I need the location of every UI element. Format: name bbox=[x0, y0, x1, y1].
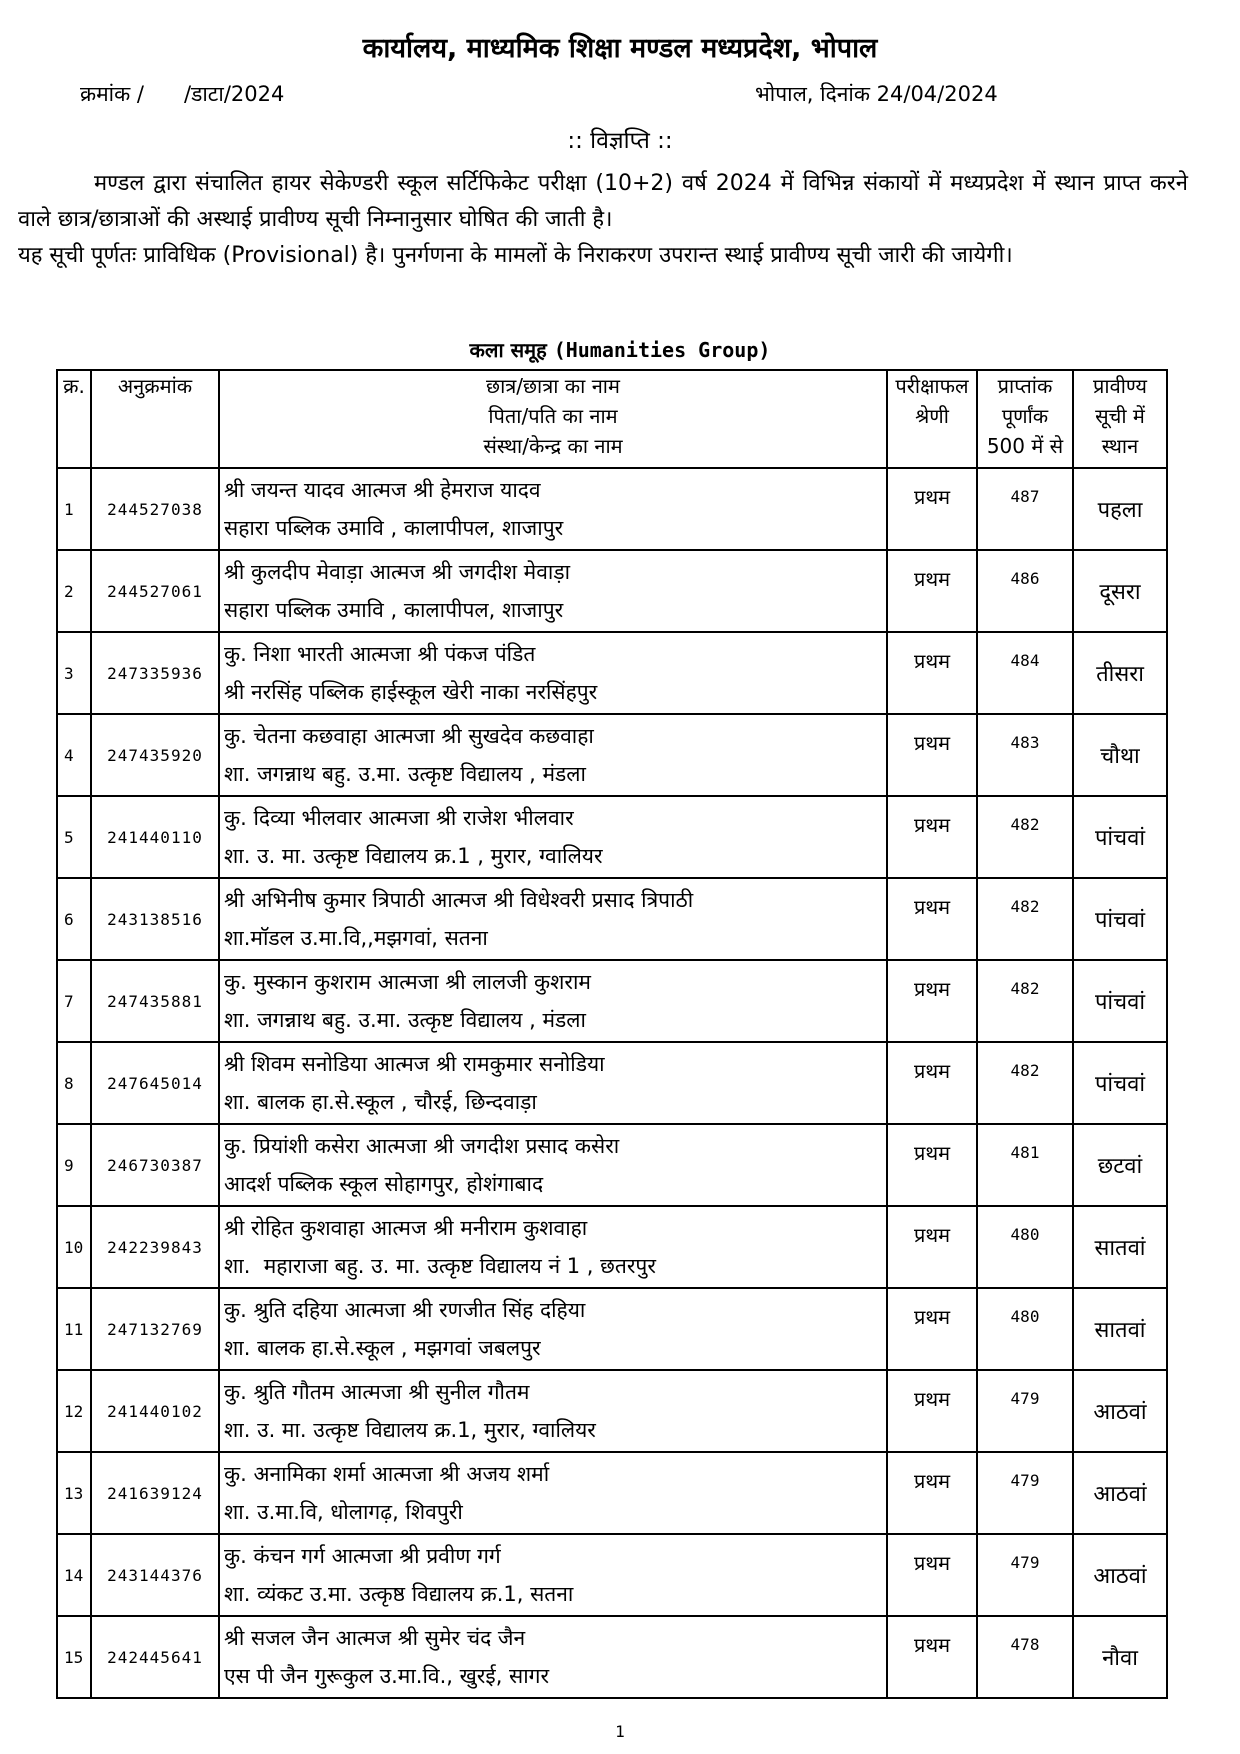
cell-student bbox=[219, 550, 887, 632]
cell-marks: 480 bbox=[977, 1288, 1073, 1370]
cell-division: प्रथम bbox=[887, 1370, 977, 1452]
cell-marks: 482 bbox=[977, 960, 1073, 1042]
cell-rank: छटवां bbox=[1073, 1124, 1167, 1206]
cell-marks: 481 bbox=[977, 1124, 1073, 1206]
table-row bbox=[57, 1452, 1167, 1534]
cell-school-name: सहारा पब्लिक उमावि , कालापीपल, शाजापुर bbox=[224, 598, 564, 622]
cell-school-name: सहारा पब्लिक उमावि , कालापीपल, शाजापुर bbox=[224, 516, 564, 540]
cell-division: प्रथम bbox=[887, 960, 977, 1042]
cell-school-name: श्री नरसिंह पब्लिक हाईस्कूल खेरी नाका नरसिंहपुर bbox=[224, 680, 598, 704]
cell-marks: 479 bbox=[977, 1452, 1073, 1534]
cell-sn: 13 bbox=[57, 1452, 91, 1534]
cell-roll-number: 241440102 bbox=[91, 1370, 219, 1452]
cell-student bbox=[219, 960, 887, 1042]
group-heading bbox=[0, 336, 1240, 363]
issue-date: भोपाल, दिनांक 24/04/2024 bbox=[755, 82, 998, 106]
cell-division: प्रथम bbox=[887, 468, 977, 550]
cell-sn: 5 bbox=[57, 796, 91, 878]
cell-division: प्रथम bbox=[887, 796, 977, 878]
cell-school-name: शा. उ. मा. उत्कृष्ट विद्यालय क्र.1 , मुरार, ग्वालियर bbox=[224, 844, 603, 868]
cell-roll-number: 244527038 bbox=[91, 468, 219, 550]
cell-student-name: कु. अनामिका शर्मा आत्मजा श्री अजय शर्मा bbox=[224, 1462, 550, 1486]
cell-rank: नौवा bbox=[1073, 1616, 1167, 1698]
cell-roll-number: 242445641 bbox=[91, 1616, 219, 1698]
cell-student bbox=[219, 632, 887, 714]
cell-sn: 12 bbox=[57, 1370, 91, 1452]
cell-rank: पांचवां bbox=[1073, 796, 1167, 878]
cell-rank: आठवां bbox=[1073, 1370, 1167, 1452]
table-row bbox=[57, 550, 1167, 632]
group-heading-hindi: कला समूह bbox=[469, 338, 547, 362]
table-row bbox=[57, 960, 1167, 1042]
cell-sn: 14 bbox=[57, 1534, 91, 1616]
table-row bbox=[57, 1206, 1167, 1288]
cell-rank: पांचवां bbox=[1073, 1042, 1167, 1124]
cell-division: प्रथम bbox=[887, 878, 977, 960]
cell-rank: आठवां bbox=[1073, 1452, 1167, 1534]
header-name-line2: पिता/पति का नाम bbox=[488, 404, 618, 428]
cell-sn: 4 bbox=[57, 714, 91, 796]
header-marks-line1: प्राप्तांक bbox=[997, 374, 1053, 398]
cell-rank: पांचवां bbox=[1073, 878, 1167, 960]
intro-text-2: यह सूची पूर्णतः प्राविधिक (Provisional) है। पुनर्गणना के मामलों के निराकरण उपरान्त स्थाई प्रावीण्य सूची जारी की जायेगी। bbox=[18, 243, 1013, 268]
cell-rank: तीसरा bbox=[1073, 632, 1167, 714]
cell-student-name: श्री सजल जैन आत्मज श्री सुमेर चंद जैन bbox=[224, 1626, 526, 1650]
cell-marks: 486 bbox=[977, 550, 1073, 632]
cell-roll-number: 241639124 bbox=[91, 1452, 219, 1534]
cell-roll-number: 246730387 bbox=[91, 1124, 219, 1206]
cell-student-name: कु. दिव्या भीलवार आत्मजा श्री राजेश भीलवार bbox=[224, 806, 574, 830]
page-number: 1 bbox=[615, 1722, 625, 1741]
header-rank-line1: प्रावीण्य bbox=[1093, 374, 1147, 398]
cell-student bbox=[219, 468, 887, 550]
cell-student bbox=[219, 1370, 887, 1452]
merit-list-table bbox=[56, 369, 1168, 1699]
office-title: कार्यालय, माध्यमिक शिक्षा मण्डल मध्यप्रदेश, भोपाल bbox=[362, 33, 878, 64]
cell-school-name: शा. बालक हा.से.स्कूल , मझगवां जबलपुर bbox=[224, 1336, 541, 1360]
cell-division: प्रथम bbox=[887, 1206, 977, 1288]
cell-student-name: कु. निशा भारती आत्मजा श्री पंकज पंडित bbox=[224, 642, 536, 666]
table-row bbox=[57, 714, 1167, 796]
cell-division: प्रथम bbox=[887, 714, 977, 796]
cell-student bbox=[219, 1534, 887, 1616]
cell-student bbox=[219, 1616, 887, 1698]
cell-student bbox=[219, 1124, 887, 1206]
header-division-line2: श्रेणी bbox=[915, 404, 949, 428]
cell-school-name: शा.मॉडल उ.मा.वि,,मझगवां, सतना bbox=[224, 926, 488, 950]
cell-roll-number: 241440110 bbox=[91, 796, 219, 878]
table-row bbox=[57, 468, 1167, 550]
header-division bbox=[887, 370, 977, 468]
cell-marks: 479 bbox=[977, 1534, 1073, 1616]
cell-student-name: श्री अभिनीष कुमार त्रिपाठी आत्मज श्री विधेश्वरी प्रसाद त्रिपाठी bbox=[224, 888, 694, 912]
cell-roll-number: 247335936 bbox=[91, 632, 219, 714]
table-row bbox=[57, 1042, 1167, 1124]
reference-number: क्रमांक / /डाटा/2024 bbox=[80, 82, 285, 106]
cell-marks: 478 bbox=[977, 1616, 1073, 1698]
cell-marks: 487 bbox=[977, 468, 1073, 550]
table-row bbox=[57, 1288, 1167, 1370]
cell-rank: आठवां bbox=[1073, 1534, 1167, 1616]
cell-school-name: शा. महाराजा बहु. उ. मा. उत्कृष्ट विद्यालय नं 1 , छतरपुर bbox=[224, 1254, 656, 1278]
cell-roll-number: 247435920 bbox=[91, 714, 219, 796]
cell-division: प्रथम bbox=[887, 1452, 977, 1534]
cell-sn: 10 bbox=[57, 1206, 91, 1288]
cell-sn: 3 bbox=[57, 632, 91, 714]
cell-rank: पांचवां bbox=[1073, 960, 1167, 1042]
cell-student-name: कु. श्रुति दहिया आत्मजा श्री रणजीत सिंह दहिया bbox=[224, 1298, 586, 1322]
cell-school-name: शा. व्यंकट उ.मा. उत्कृष्ठ विद्यालय क्र.1, सतना bbox=[224, 1582, 574, 1606]
merit-list-body bbox=[57, 468, 1167, 1698]
cell-rank: दूसरा bbox=[1073, 550, 1167, 632]
cell-sn: 1 bbox=[57, 468, 91, 550]
cell-roll-number: 247645014 bbox=[91, 1042, 219, 1124]
table-row bbox=[57, 878, 1167, 960]
cell-school-name: शा. उ.मा.वि, धोलागढ़, शिवपुरी bbox=[224, 1500, 463, 1524]
cell-division: प्रथम bbox=[887, 1124, 977, 1206]
table-row bbox=[57, 1124, 1167, 1206]
cell-marks: 479 bbox=[977, 1370, 1073, 1452]
cell-roll-number: 242239843 bbox=[91, 1206, 219, 1288]
cell-marks: 483 bbox=[977, 714, 1073, 796]
cell-student bbox=[219, 878, 887, 960]
cell-marks: 482 bbox=[977, 878, 1073, 960]
cell-roll-number: 247435881 bbox=[91, 960, 219, 1042]
cell-school-name: एस पी जैन गुरूकुल उ.मा.वि., खुरई, सागर bbox=[224, 1664, 550, 1688]
header-name bbox=[219, 370, 887, 468]
cell-rank: सातवां bbox=[1073, 1206, 1167, 1288]
cell-rank: सातवां bbox=[1073, 1288, 1167, 1370]
cell-sn: 9 bbox=[57, 1124, 91, 1206]
header-sn: क्र. bbox=[57, 370, 91, 468]
table-row bbox=[57, 1370, 1167, 1452]
intro-paragraph bbox=[18, 166, 1188, 274]
cell-student-name: कु. मुस्कान कुशराम आत्मजा श्री लालजी कुशराम bbox=[224, 970, 591, 994]
cell-sn: 11 bbox=[57, 1288, 91, 1370]
cell-student-name: कु. कंचन गर्ग आत्मजा श्री प्रवीण गर्ग bbox=[224, 1544, 501, 1568]
cell-student bbox=[219, 1288, 887, 1370]
cell-school-name: शा. बालक हा.से.स्कूल , चौरई, छिन्दवाड़ा bbox=[224, 1090, 537, 1114]
cell-rank: चौथा bbox=[1073, 714, 1167, 796]
cell-school-name: शा. जगन्नाथ बहु. उ.मा. उत्कृष्ट विद्यालय , मंडला bbox=[224, 762, 586, 786]
cell-division: प्रथम bbox=[887, 1288, 977, 1370]
cell-school-name: आदर्श पब्लिक स्कूल सोहागपुर, होशंगाबाद bbox=[224, 1172, 544, 1196]
cell-student-name: कु. प्रियांशी कसेरा आत्मजा श्री जगदीश प्रसाद कसेरा bbox=[224, 1134, 620, 1158]
cell-school-name: शा. जगन्नाथ बहु. उ.मा. उत्कृष्ट विद्यालय , मंडला bbox=[224, 1008, 586, 1032]
cell-sn: 15 bbox=[57, 1616, 91, 1698]
cell-sn: 7 bbox=[57, 960, 91, 1042]
cell-sn: 6 bbox=[57, 878, 91, 960]
header-marks-line2: पूर्णांक bbox=[1001, 404, 1049, 428]
cell-roll-number: 243138516 bbox=[91, 878, 219, 960]
header-division-line1: परीक्षाफल bbox=[895, 374, 969, 398]
group-heading-english: (Humanities Group) bbox=[553, 338, 771, 362]
header-name-line1: छात्र/छात्रा का नाम bbox=[486, 374, 620, 398]
cell-marks: 480 bbox=[977, 1206, 1073, 1288]
cell-sn: 2 bbox=[57, 550, 91, 632]
cell-student-name: कु. श्रुति गौतम आत्मजा श्री सुनील गौतम bbox=[224, 1380, 530, 1404]
cell-sn: 8 bbox=[57, 1042, 91, 1124]
cell-division: प्रथम bbox=[887, 1042, 977, 1124]
cell-marks: 482 bbox=[977, 1042, 1073, 1124]
cell-student bbox=[219, 714, 887, 796]
cell-division: प्रथम bbox=[887, 550, 977, 632]
table-row bbox=[57, 632, 1167, 714]
header-rank-line3: स्थान bbox=[1101, 434, 1139, 458]
cell-marks: 484 bbox=[977, 632, 1073, 714]
cell-student bbox=[219, 796, 887, 878]
cell-division: प्रथम bbox=[887, 632, 977, 714]
cell-division: प्रथम bbox=[887, 1534, 977, 1616]
header-roll: अनुक्रमांक bbox=[91, 370, 219, 468]
intro-text-1: मण्डल द्वारा संचालित हायर सेकेण्डरी स्कूल सर्टिफिकेट परीक्षा (10+2) वर्ष 2024 में विभिन्न संकायों में मध्यप्रदेश में स्थान प्राप्त करने वाले छात्र/छात्राओं की अस्थाई प्रावीण्य सूची निम्नानुसार घोषित की जाती है। bbox=[18, 171, 1188, 232]
cell-division: प्रथम bbox=[887, 1616, 977, 1698]
header-marks bbox=[977, 370, 1073, 468]
table-header-row bbox=[57, 370, 1167, 468]
header-rank-line2: सूची में bbox=[1095, 404, 1145, 428]
table-row bbox=[57, 796, 1167, 878]
notice-heading: :: विज्ञप्ति :: bbox=[567, 128, 673, 154]
cell-roll-number: 247132769 bbox=[91, 1288, 219, 1370]
cell-student-name: श्री जयन्त यादव आत्मज श्री हेमराज यादव bbox=[224, 478, 541, 502]
cell-student bbox=[219, 1206, 887, 1288]
cell-school-name: शा. उ. मा. उत्कृष्ट विद्यालय क्र.1, मुरार, ग्वालियर bbox=[224, 1418, 596, 1442]
cell-student-name: श्री कुलदीप मेवाड़ा आत्मज श्री जगदीश मेवाड़ा bbox=[224, 560, 571, 584]
cell-student-name: कु. चेतना कछवाहा आत्मजा श्री सुखदेव कछवाहा bbox=[224, 724, 594, 748]
cell-roll-number: 243144376 bbox=[91, 1534, 219, 1616]
table-row bbox=[57, 1534, 1167, 1616]
cell-marks: 482 bbox=[977, 796, 1073, 878]
cell-student bbox=[219, 1452, 887, 1534]
header-rank bbox=[1073, 370, 1167, 468]
table-row bbox=[57, 1616, 1167, 1698]
header-name-line3: संस्था/केन्द्र का नाम bbox=[483, 434, 623, 458]
cell-student bbox=[219, 1042, 887, 1124]
cell-student-name: श्री शिवम सनोडिया आत्मज श्री रामकुमार सनोडिया bbox=[224, 1052, 605, 1076]
cell-rank: पहला bbox=[1073, 468, 1167, 550]
cell-student-name: श्री रोहित कुशवाहा आत्मज श्री मनीराम कुशवाहा bbox=[224, 1216, 588, 1240]
header-marks-line3: 500 में से bbox=[986, 434, 1064, 458]
cell-roll-number: 244527061 bbox=[91, 550, 219, 632]
